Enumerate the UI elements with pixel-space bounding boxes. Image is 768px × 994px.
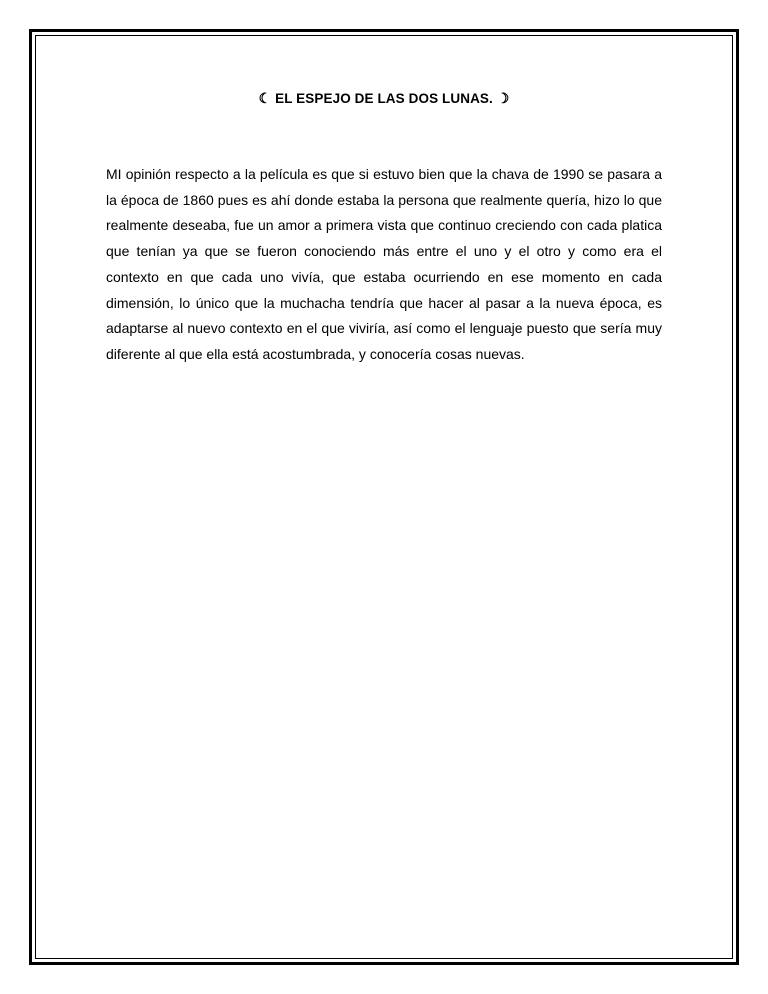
crescent-moon-right-icon: ☽	[496, 90, 510, 106]
document-title	[106, 90, 662, 107]
crescent-moon-left-icon: ☾	[258, 90, 272, 106]
document-title-text: EL ESPEJO DE LAS DOS LUNAS.	[275, 91, 493, 106]
document-body-paragraph: MI opinión respecto a la película es que si estuvo bien que la chava de 1990 se pasara a la época de 1860 pues es ahí donde estaba la persona que realmente quería, hizo lo que realmente deseaba, fue un amor a primera vista que continuo creciendo con cada platica que tenían ya que se fueron conociendo más entre el uno y el otro y como era el contexto en que cada uno vivía, que estaba ocurriendo en ese momento en cada dimensión, lo único que la muchacha tendría que hacer al pasar a la nueva época, es adaptarse al nuevo contexto en el que viviría, así como el lenguaje puesto que sería muy diferente al que ella está acostumbrada, y conocería cosas nuevas.	[106, 166, 662, 362]
